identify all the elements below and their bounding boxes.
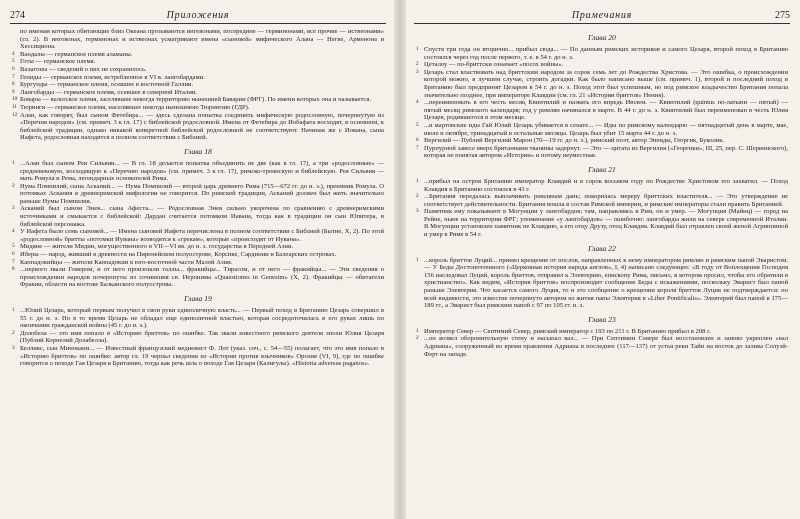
- right-page-header: [414, 9, 790, 24]
- left-page-header: [10, 9, 386, 24]
- note-paragraph: 8 ...первого звали Гомером, и от него произошли галлы... фракийцы... Тирасом, и от него — фракийцы... — Эти сведения о происхождении народов почерпнуты из сочинения св. Иеронима «Quaestiones in Genesim» (X, 2). Фракийцы — обитатели Фракии, области на востоке Балканского полуострова.: [12, 266, 384, 289]
- chapter-title: Глава 23: [588, 314, 616, 324]
- note-paragraph: 1 ...король бриттов Луций... принял крещение от послов, направленных к нему императором римлян и римским папой Эваристом. — У Беды Достопочтенного («Церковная история народа англов», I, 4) написано следующее: «В году от Воплощения Господня 156 наследовал Луций, король бриттов, отправил к Элевтерию, епископу Рима, письмо, в котором просил, чтобы его обратили в христианство». Как видим, «История бриттов» воспроизводит сообщение Беды с искажениями, поскольку Эварист был папой раньше Элевтерия. Что касается самого Луция, то и это сообщение о крещении короля бриттов Луция не подтверждается: по всей видимости, это известие почерпнуто автором из жития папы Элевтерия в «Liber Pontificalis». Элевтерий был папой в 175—189 гг., а Эварист был римским папой с 97 по 105 гг. н. э.: [416, 256, 788, 310]
- note-paragraph: 2 ...он возвел оборонительную стену и насыпал вал... — При Септимии Севере был восстановлен и заново укреплен «вал Адриана», сооруженный во время правления Адриана в последнее (117—137) от устья реки Тайн на восток до залива Солуэй-Ферт на западе.: [416, 335, 788, 358]
- note-paragraph: 7 Каппадокийцы — жители Каппадокии в юго-восточной части Малой Азии.: [12, 258, 233, 266]
- note-paragraph: по именам которых обитающие близ Океана прозываются ингевонами, посередине — герминонами, все прочие — иствеонами» (гл. 2). В ингевонах, герминонах и иствеонах усматривают имена «сыновей» мифического Алана — Негве, Арменона и Хессициона.: [20, 28, 384, 51]
- note-paragraph: 6 Вергилий — Публий Вергилий Марон (70—19 гг. до н. э.), римский поэт, автор Энеиды, Георгик, Буколик.: [416, 137, 725, 145]
- left-page-body: [12, 28, 384, 517]
- note-paragraph: 4 ...переименовать в его честь месяц Квинтилий и назвать его впредь Июлем. — Квинтилий (quintus по-латыни — пятый) — пятый месяц римского календаря; год у римлян начинался в марте. В 44 г. до н. э. Квинтилий был переименован в честь Юлия Цезаря, родившегося в этом месяце.: [416, 99, 788, 122]
- note-paragraph: 1 ...Юлий Цезарь, который первым получил в свои руки единоличную власть... — Первый поход в Британию Цезарь совершил в 55 г. до н. э. Но в то время Цезарь не обладал еще единоличной властью, которая сосредоточилась в его руках лишь по окончании гражданской войны (45 г. до н. э.).: [12, 307, 384, 330]
- note-paragraph: 10 Бовары — кельтское племя, заселявшее некогда территорию нынешней Баварии (ФРГ). По имени которых она и называется.: [12, 96, 372, 104]
- note-paragraph: 1 ...прибыл на остров Британию император Клавдий и в сорок восьмом году по Рождестве Христовом его захватил. — Поход Клавдия в Британию состоялся в 43 г.: [416, 177, 788, 193]
- chapter-title: Глава 18: [184, 146, 212, 156]
- note-paragraph: 2 Цеталоу — по-бриттски означает «посох войны».: [416, 61, 564, 69]
- note-paragraph: 6 Валагоны — сведений о них не сохранилось.: [12, 65, 147, 73]
- note-paragraph: 3 Асканий был сыном Энея... сына Афеста... — Родословная Энея сильно укорочена по сравнению с древнеримскими источниками и смыкается с библейской: Дардан считается потомком Иавана, тогда как в традиции он сын Юпитера, в библейской персонажа.: [12, 205, 384, 228]
- note-paragraph: 1 Император Север — Септимий Север, римский император с 193 по 211 г. В Британию прибыл в 208 г.: [416, 327, 711, 335]
- note-paragraph: 12 Алан, как говорят, был сыном Фетебира... — здесь сделана попытка соединить мифическую родословную, почерпнутую из «Перечня народов» (см. примеч. 3 к гл. 17) с библейской родословной. Имена от Фетебира до Иобафата восходят, в основном, к библейской традиции, однако никакой конкретной библейской родословной не соответствуют. Начиная же с Иована, сына Иафета, родословная находится в полном соответствии с Библией.: [12, 111, 384, 142]
- book-gutter: [394, 0, 406, 519]
- note-paragraph: 8 Бургунды — германское племя, осевшее в восточной Галлии.: [12, 81, 194, 89]
- right-page: [406, 0, 800, 519]
- chapter-title: Глава 19: [184, 294, 212, 303]
- note-paragraph: 2 Долобела — это имя попало в «Историю бриттов» по ошибке. Так звали известного римского деятеля эпохи Юлия Цезаря (Публий Корнелий Долабелла).: [12, 329, 384, 345]
- note-paragraph: 4 У Иафета было семь сыновей... — Имена сыновей Иафета перечислены в полном соответствии с Библией (Бытие, X, 2). По этой «родословной» бритты «потомки Иувана» возводятся к «грекам», которые «происходят от Иувана».: [12, 228, 384, 243]
- note-paragraph: 3 Цезарь стал властвовать над бриттским народом за сорок семь лет до Рождества Христова. — Это ошибка, о происхождении которой можно, в лучшем случае, строить догадки. Как было написано выше (см. примеч. 1), второй и последний поход в Британию был предпринят Цезарем в 54 г. до н. э. Поход этот был успешным, но под римское владычество Британия попала значительно позднее, при императоре Клавдии (см. гл. 21 «Истории бриттов» Нения).: [416, 68, 788, 99]
- running-title: Приложения: [166, 10, 230, 21]
- note-paragraph: 2 ...Британия передалась выплачивать римлянам дань; покорилась мереру бриттских властителя... — Это утверждение не соответствует действительности. Британия вошла в состав Римской империи, и римские императоры стали править Британией.: [416, 193, 788, 208]
- note-paragraph: 9 Лангобарды — германское племя, осевшее в северной Италии.: [12, 88, 198, 96]
- note-paragraph: 5 ...и мартовские иды Гай Юлий Цезарь убивается в сенате... — Иды по римскому календарю — пятнадцатый день в марте, мае, июле и октябре, тринадцатый в остальные месяцы. Цезарь был убит 15 марта 44 г. до н. э.: [416, 121, 788, 137]
- chapter-title: Глава 21: [588, 164, 616, 174]
- note-paragraph: 11 Тюринги — германское племя, населявшее некогда нынешнюю Тюрингию (ГДР).: [12, 103, 250, 111]
- note-paragraph: 6 Иберы — народ, живший в древности на Пиренейском полуострове, Корсике, Сардинии и Балеарских островах.: [12, 251, 337, 259]
- note-paragraph: 2 Нума Помпилий, сына Асканий... — Нума Помпилий — второй царь древнего Рима (715—672 гг. до н. э.), преемник Ромула. О потомках Аскания в древнеримской мифологии не говорится. По римской традиции, Асканий должен был жить значительно раньше Нумы Помпилия.: [12, 182, 384, 205]
- running-title: Примечания: [571, 10, 633, 21]
- right-page-body: [416, 28, 788, 517]
- note-paragraph: 5 Мидяне — жители Мидии, могущественного в VII—VI вв. до н. э. государства в Передней Азии.: [12, 243, 294, 251]
- note-paragraph: 3 Белликс, сын Минокани... — Известный французский медиевист Ф. Лот (указ. соч., с. 54—55) полагает, что это имя попало в «Историю бриттов» по ошибке: автор гл. 19 черпал сведения из «Истории против язычников» Орозия (VI, 9), где по ошибке говорится о походе Гая Цезаря в Британию, тогда как речь шла о походе Гая Цезаря (Калигулы). «Historia adversus paganos».: [12, 344, 384, 368]
- chapter-title: Глава 20: [588, 33, 616, 42]
- page-number: 274: [10, 10, 25, 21]
- chapter-title: Глава 22: [588, 243, 616, 253]
- note-paragraph: 4 Вандалы — германское племя аламаны.: [12, 50, 133, 58]
- page-number: 275: [775, 10, 790, 21]
- note-paragraph: 7 Пурпурной завесе вверх британнами тканины задернут. — Это — цитата из Вергилия («Георгики», III, 25, пер. С. Шервинского), которая не понятая автором «Истории» и потому неуместная.: [416, 144, 788, 160]
- note-paragraph: 3 Памятник ему показывают в Могунции у лангобардов; там, направляясь в Рим, он и умер. — Могунция (Майнц) — город на Рейне, ныне на территории ФРГ; упоминание «у лангобардов» — ошибочно: лангобарды жили на севере современной Италии. В Могунции установлен памятник не Клавдию, а его отцу Друзу, отец Клавдия. Клавдий был отравлен своей женой Агриппиной и умер в Риме в 54 г.: [416, 208, 788, 239]
- note-paragraph: 1 ...Алан был сыном Реи Сильвии... — В гл. 18 делается попытка объединить не две (как в гл. 17), а три «родословные» — средневековую, восходящую к «Перечню народов» (см. примеч. 3 к гл. 17), римско-троянскую и библейскую. Рея Сильвия — мать Ромула и Рема, легендарных основателей Рима.: [12, 159, 384, 183]
- note-paragraph: 7 Гепиды — германское племя, истребленное в VI в. лангобардами.: [12, 73, 205, 81]
- note-paragraph: 1 Спустя три года он вторично... прибыл сюда... — По данным римских историков и самого Цезаря, второй поход в Британию состоялся через год после первого, т. е. в 54 г. до н. э.: [416, 46, 788, 61]
- note-paragraph: 5 Готы — германское племя.: [12, 58, 96, 66]
- left-page: [0, 0, 394, 519]
